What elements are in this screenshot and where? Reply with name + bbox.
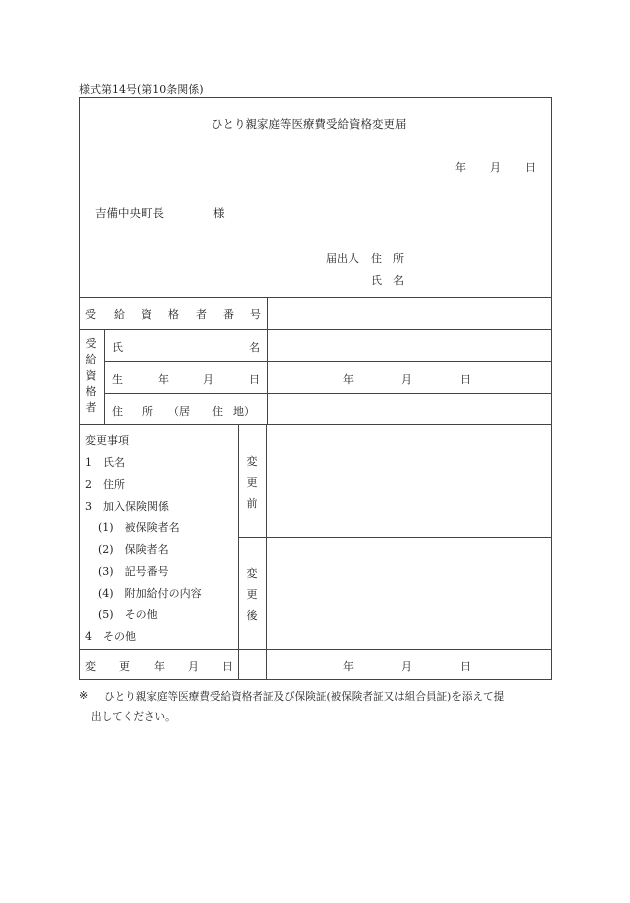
outer-right-border xyxy=(551,97,552,680)
address-label-5: 地） xyxy=(233,405,255,418)
addressee-honorific: 様 xyxy=(213,206,225,220)
outer-bottom-border xyxy=(79,679,552,680)
after-change-char-3: 後 xyxy=(246,609,258,622)
row-line-4 xyxy=(104,393,552,394)
change-date-value-day: 日 xyxy=(460,660,471,673)
change-item-3-1: (1) 被保険者名 xyxy=(98,521,180,534)
after-change-char-1: 変 xyxy=(246,567,258,580)
outer-left-border xyxy=(79,97,80,680)
change-date-label-5: 日 xyxy=(222,660,233,673)
change-item-2: 2 住所 xyxy=(85,478,125,491)
recipient-number-label-1: 受 xyxy=(85,308,96,321)
birth-value-year: 年 xyxy=(343,373,354,386)
recipient-number-label-5: 者 xyxy=(196,308,207,321)
row-line-2 xyxy=(79,329,552,330)
recipient-number-label-6: 番 xyxy=(223,308,234,321)
birth-value-day: 日 xyxy=(460,373,471,386)
address-label-1: 住 xyxy=(112,405,123,418)
birth-label-month: 月 xyxy=(203,373,214,386)
address-label-2: 所 xyxy=(142,405,153,418)
recipient-group-char-4: 格 xyxy=(85,385,97,398)
change-date-label-2: 更 xyxy=(119,660,130,673)
address-label-4: 住 xyxy=(212,405,223,418)
birth-label-year: 年 xyxy=(158,373,169,386)
recipient-group-char-5: 者 xyxy=(85,401,97,414)
change-item-1: 1 氏名 xyxy=(85,456,125,469)
recipient-group-label xyxy=(84,336,98,416)
col-line-label-value xyxy=(267,297,268,425)
change-item-3: 3 加入保険関係 xyxy=(85,500,169,513)
after-change-char-2: 更 xyxy=(246,588,258,601)
change-item-3-2: (2) 保険者名 xyxy=(98,543,169,556)
birth-label-first: 生 xyxy=(112,373,123,386)
change-date-label-1: 変 xyxy=(85,660,96,673)
recipient-number-label-4: 格 xyxy=(168,308,179,321)
note-line-2: 出してください。 xyxy=(91,711,176,723)
recipient-group-char-2: 給 xyxy=(85,353,97,366)
date-year: 年 xyxy=(455,161,466,174)
recipient-group-char-3: 資 xyxy=(85,369,97,382)
change-date-value-month: 月 xyxy=(401,660,412,673)
address-label-3: （居 xyxy=(168,405,190,418)
birth-label-day: 日 xyxy=(249,373,260,386)
note-mark: ※ xyxy=(79,689,89,702)
change-date-value-year: 年 xyxy=(343,660,354,673)
change-item-4: 4 その他 xyxy=(85,630,136,643)
form-number: 様式第14号(第10条関係) xyxy=(79,83,204,96)
change-item-3-5: (5) その他 xyxy=(98,608,158,621)
note-line-1: ひとり親家庭等医療費受給資格者証及び保険証(被保険者証又は組合員証)を添えて提 xyxy=(104,691,505,703)
date-day: 日 xyxy=(525,161,536,174)
before-change-char-3: 前 xyxy=(246,497,258,510)
before-change-char-2: 更 xyxy=(246,476,258,489)
outer-top-border xyxy=(79,97,552,98)
before-change-label xyxy=(245,451,259,514)
changes-heading: 変更事項 xyxy=(85,434,129,447)
addressee-name: 吉備中央町長 xyxy=(95,206,164,220)
form-title: ひとり親家庭等医療費受給資格変更届 xyxy=(211,117,407,131)
row-line-7 xyxy=(79,649,552,650)
col-line-changes-left xyxy=(238,424,239,680)
col-line-changes-right xyxy=(266,424,267,680)
row-line-6 xyxy=(238,537,552,538)
change-date-label-3: 年 xyxy=(154,660,165,673)
recipient-number-label-3: 資 xyxy=(141,308,152,321)
change-item-3-3: (3) 記号番号 xyxy=(98,565,169,578)
row-line-1 xyxy=(79,297,552,298)
recipient-group-char-1: 受 xyxy=(85,337,97,350)
name-label-last: 名 xyxy=(249,341,260,354)
change-date-label-4: 月 xyxy=(188,660,199,673)
row-line-5 xyxy=(79,424,552,425)
name-label-first: 氏 xyxy=(112,341,123,354)
col-line-recipient-group xyxy=(104,329,105,425)
applicant-name-label: 氏 名 xyxy=(371,274,404,287)
birth-value-month: 月 xyxy=(401,373,412,386)
before-change-char-1: 変 xyxy=(246,455,258,468)
recipient-number-label-2: 給 xyxy=(114,308,125,321)
change-item-3-4: (4) 附加給付の内容 xyxy=(98,587,202,600)
after-change-label xyxy=(245,563,259,626)
row-line-3 xyxy=(104,361,552,362)
applicant-label: 届出人 xyxy=(326,252,359,265)
recipient-number-label-7: 号 xyxy=(250,308,261,321)
applicant-address-label: 住 所 xyxy=(371,252,404,265)
date-month: 月 xyxy=(490,161,501,174)
